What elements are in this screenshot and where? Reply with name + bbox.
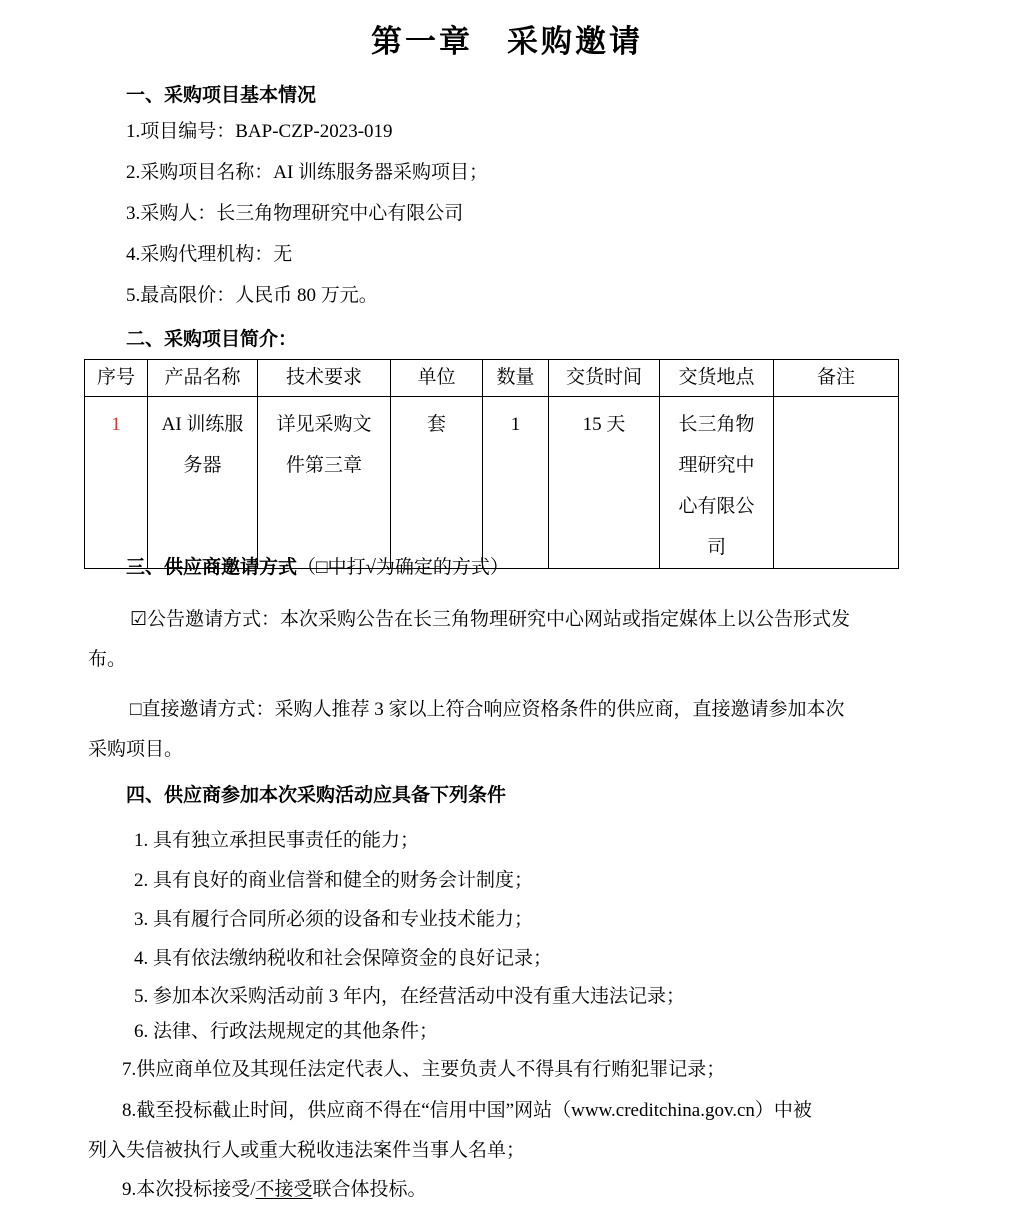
cell-delivery-time: 15 天 xyxy=(549,397,660,569)
cell-tech-line: 详见采购文 xyxy=(276,414,372,435)
condition-item-4: 4. 具有依法缴纳税收和社会保障资金的良好记录； xyxy=(134,948,553,969)
option-announce-paragraph xyxy=(88,600,930,680)
cell-product xyxy=(148,397,258,569)
condition-item-9-prefix: 9.本次投标接受/ xyxy=(122,1179,256,1200)
basic-item-3: 3.采购人：长三角物理研究中心有限公司 xyxy=(126,203,464,224)
col-header-product: 产品名称 xyxy=(148,360,258,397)
page-title: 第一章 采购邀请 xyxy=(371,24,643,59)
table-header-row xyxy=(85,360,899,397)
cell-seq: 1 xyxy=(85,397,148,569)
cell-delivery-place-line: 司 xyxy=(706,537,726,558)
condition-item-9 xyxy=(122,1176,427,1204)
basic-item-2: 2.采购项目名称：AI 训练服务器采购项目； xyxy=(126,162,489,183)
condition-item-6: 6. 法律、行政法规规定的其他条件； xyxy=(134,1021,439,1042)
cell-delivery-place xyxy=(660,397,774,569)
condition-item-9-suffix: 联合体投标。 xyxy=(312,1179,427,1200)
option-direct-paragraph xyxy=(88,690,930,770)
cell-remark xyxy=(774,397,899,569)
condition-item-8-line1: 8.截至投标截止时间，供应商不得在“信用中国”网站（www.creditchina.gov.cn）中被 xyxy=(122,1100,812,1121)
col-header-unit: 单位 xyxy=(391,360,483,397)
products-table xyxy=(84,359,899,569)
condition-item-1: 1. 具有独立承担民事责任的能力； xyxy=(134,830,420,851)
section-invite-heading-bold: 三、供应商邀请方式 xyxy=(126,557,298,578)
section-invite-heading xyxy=(126,554,509,583)
table-row xyxy=(85,397,899,569)
section-conditions-heading: 四、供应商参加本次采购活动应具备下列条件 xyxy=(126,785,507,806)
cell-tech-line: 件第三章 xyxy=(285,455,362,476)
checked-checkbox-icon: ☑ xyxy=(130,609,148,630)
option-announce-text: 公告邀请方式：本次采购公告在长三角物理研究中心网站或指定媒体上以公告形式发 xyxy=(147,609,851,630)
col-header-qty: 数量 xyxy=(483,360,549,397)
condition-item-8-line2: 列入失信被执行人或重大税收违法案件当事人名单； xyxy=(88,1140,526,1161)
cell-unit: 套 xyxy=(391,397,483,569)
col-header-delivery-place: 交货地点 xyxy=(660,360,774,397)
condition-item-3: 3. 具有履行合同所必须的设备和专业技术能力； xyxy=(134,909,534,930)
col-header-delivery-time: 交货时间 xyxy=(549,360,660,397)
cell-product-line: 务器 xyxy=(183,455,222,476)
cell-delivery-place-line: 长三角物 xyxy=(678,414,755,435)
condition-item-2: 2. 具有良好的商业信誉和健全的财务会计制度； xyxy=(134,870,534,891)
basic-item-5: 5.最高限价：人民币 80 万元。 xyxy=(126,285,378,306)
cell-delivery-place-line: 心有限公 xyxy=(678,496,755,517)
cell-product-line: AI 训练服 xyxy=(161,414,244,435)
condition-item-7: 7.供应商单位及其现任法定代表人、主要负责人不得具有行贿犯罪记录； xyxy=(122,1059,726,1080)
option-announce-text-cont: 布。 xyxy=(88,649,127,670)
not-accept-underlined: 不接受 xyxy=(255,1179,313,1200)
col-header-remark: 备注 xyxy=(774,360,899,397)
col-header-tech: 技术要求 xyxy=(258,360,391,397)
unchecked-checkbox-icon: □ xyxy=(130,699,142,720)
condition-item-8 xyxy=(88,1091,930,1171)
col-header-seq: 序号 xyxy=(85,360,148,397)
basic-item-1: 1.项目编号：BAP-CZP-2023-019 xyxy=(126,121,393,142)
cell-qty: 1 xyxy=(483,397,549,569)
section-intro-heading: 二、采购项目简介： xyxy=(126,329,298,350)
option-direct-text-cont: 采购项目。 xyxy=(88,739,184,760)
condition-item-5: 5. 参加本次采购活动前 3 年内，在经营活动中没有重大违法记录； xyxy=(134,986,686,1007)
cell-delivery-place-line: 理研究中 xyxy=(678,455,755,476)
section-invite-heading-note: （□中打√为确定的方式） xyxy=(297,557,509,578)
cell-tech xyxy=(258,397,391,569)
basic-item-4: 4.采购代理机构：无 xyxy=(126,244,293,265)
section-basic-heading: 一、采购项目基本情况 xyxy=(126,85,317,106)
option-direct-text: 直接邀请方式：采购人推荐 3 家以上符合响应资格条件的供应商，直接邀请参加本次 xyxy=(141,699,845,720)
